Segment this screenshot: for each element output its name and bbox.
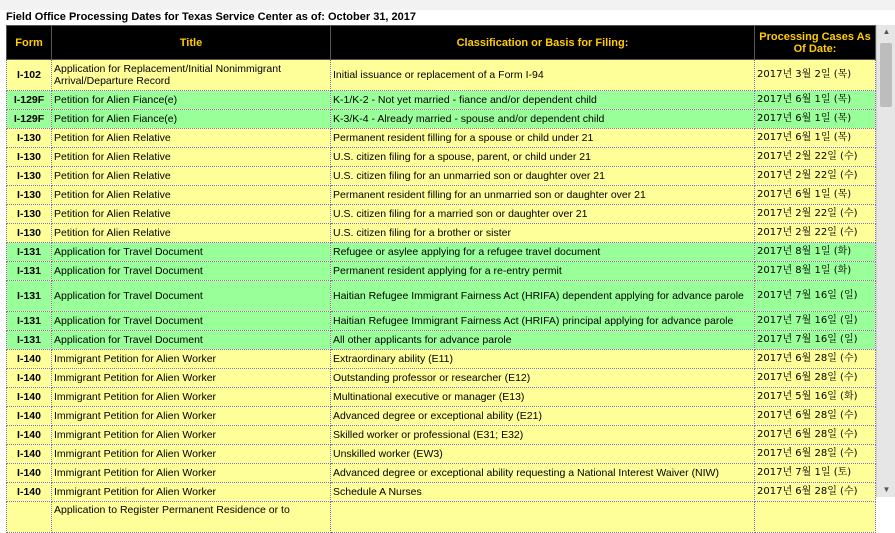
scrollbar-thumb[interactable] xyxy=(880,43,892,107)
date-cell: 2017년 6월 28일 (수) xyxy=(755,369,876,388)
title-cell: Petition for Alien Relative xyxy=(52,148,331,167)
page-title: Field Office Processing Dates for Texas Service Center as of: October 31, 2017 xyxy=(6,11,417,23)
date-cell: 2017년 6월 28일 (수) xyxy=(755,426,876,445)
classification-cell: All other applicants for advance parole xyxy=(331,331,755,350)
vertical-scrollbar[interactable] xyxy=(876,25,895,497)
table-row xyxy=(7,243,876,262)
classification-cell: Refugee or asylee applying for a refugee travel document xyxy=(331,243,755,262)
form-cell: I-129F xyxy=(7,110,52,129)
title-cell: Immigrant Petition for Alien Worker xyxy=(52,350,331,369)
classification-cell: U.S. citizen filing for a married son or daughter over 21 xyxy=(331,205,755,224)
classification-cell: K-3/K-4 - Already married - spouse and/or dependent child xyxy=(331,110,755,129)
title-cell: Immigrant Petition for Alien Worker xyxy=(52,445,331,464)
header-date: Processing Cases As Of Date: xyxy=(755,26,876,60)
form-cell: I-140 xyxy=(7,407,52,426)
classification-cell: Advanced degree or exceptional ability requesting a National Interest Waiver (NIW) xyxy=(331,464,755,483)
title-cell: Application for Travel Document xyxy=(52,331,331,350)
classification-cell: Skilled worker or professional (E31; E32) xyxy=(331,426,755,445)
date-cell: 2017년 2월 22일 (수) xyxy=(755,205,876,224)
date-cell xyxy=(755,502,876,533)
date-cell: 2017년 2월 22일 (수) xyxy=(755,148,876,167)
form-cell: I-140 xyxy=(7,464,52,483)
table-row xyxy=(7,312,876,331)
processing-dates-table xyxy=(6,25,876,533)
title-cell: Application for Replacement/Initial Nonimmigrant Arrival/Departure Record xyxy=(52,60,331,91)
table-row xyxy=(7,224,876,243)
form-cell: I-140 xyxy=(7,483,52,502)
table-row xyxy=(7,148,876,167)
form-cell xyxy=(7,502,52,533)
date-cell: 2017년 6월 1일 (목) xyxy=(755,91,876,110)
title-cell: Application for Travel Document xyxy=(52,243,331,262)
title-cell: Application for Travel Document xyxy=(52,281,331,312)
classification-cell: Multinational executive or manager (E13) xyxy=(331,388,755,407)
classification-cell: Schedule A Nurses xyxy=(331,483,755,502)
table-row xyxy=(7,110,876,129)
form-cell: I-140 xyxy=(7,445,52,464)
classification-cell: Unskilled worker (EW3) xyxy=(331,445,755,464)
header-title: Title xyxy=(52,26,331,60)
form-cell: I-140 xyxy=(7,369,52,388)
title-cell: Petition for Alien Relative xyxy=(52,205,331,224)
date-cell: 2017년 3월 2일 (목) xyxy=(755,60,876,91)
form-cell: I-102 xyxy=(7,60,52,91)
table-row xyxy=(7,91,876,110)
form-cell: I-130 xyxy=(7,129,52,148)
date-cell: 2017년 5월 16일 (화) xyxy=(755,388,876,407)
table-row xyxy=(7,426,876,445)
table-row xyxy=(7,464,876,483)
table-header-row xyxy=(7,26,876,60)
date-cell: 2017년 7월 16일 (일) xyxy=(755,331,876,350)
table-row xyxy=(7,331,876,350)
table-row xyxy=(7,60,876,91)
title-cell: Petition for Alien Fiance(e) xyxy=(52,91,331,110)
form-cell: I-131 xyxy=(7,281,52,312)
classification-cell: U.S. citizen filing for an unmarried son or daughter over 21 xyxy=(331,167,755,186)
form-cell: I-131 xyxy=(7,262,52,281)
date-cell: 2017년 6월 28일 (수) xyxy=(755,407,876,426)
classification-cell: Haitian Refugee Immigrant Fairness Act (HRIFA) dependent applying for advance parole xyxy=(331,281,755,312)
title-cell: Petition for Alien Relative xyxy=(52,224,331,243)
title-cell: Immigrant Petition for Alien Worker xyxy=(52,369,331,388)
table-row xyxy=(7,129,876,148)
title-cell: Application for Travel Document xyxy=(52,312,331,331)
form-cell: I-131 xyxy=(7,243,52,262)
classification-cell: Permanent resident filling for a spouse or child under 21 xyxy=(331,129,755,148)
table-row xyxy=(7,205,876,224)
date-cell: 2017년 6월 1일 (목) xyxy=(755,129,876,148)
table-row xyxy=(7,407,876,426)
title-cell: Immigrant Petition for Alien Worker xyxy=(52,388,331,407)
form-cell: I-140 xyxy=(7,426,52,445)
title-cell: Immigrant Petition for Alien Worker xyxy=(52,483,331,502)
date-cell: 2017년 6월 28일 (수) xyxy=(755,350,876,369)
form-cell: I-131 xyxy=(7,331,52,350)
date-cell: 2017년 6월 28일 (수) xyxy=(755,445,876,464)
date-cell: 2017년 6월 1일 (목) xyxy=(755,110,876,129)
scroll-down-arrow-icon[interactable]: ▼ xyxy=(882,485,891,494)
title-cell: Petition for Alien Relative xyxy=(52,167,331,186)
date-cell: 2017년 8월 1일 (화) xyxy=(755,262,876,281)
date-cell: 2017년 6월 1일 (목) xyxy=(755,186,876,205)
form-cell: I-130 xyxy=(7,186,52,205)
table-row xyxy=(7,483,876,502)
form-cell: I-129F xyxy=(7,91,52,110)
table-row xyxy=(7,262,876,281)
title-cell: Immigrant Petition for Alien Worker xyxy=(52,426,331,445)
form-cell: I-130 xyxy=(7,148,52,167)
table-row xyxy=(7,167,876,186)
classification-cell: K-1/K-2 - Not yet married - fiance and/or dependent child xyxy=(331,91,755,110)
table-row xyxy=(7,350,876,369)
title-cell: Application to Register Permanent Residence or to xyxy=(52,502,331,533)
header-form: Form xyxy=(7,26,52,60)
form-cell: I-140 xyxy=(7,350,52,369)
table-row xyxy=(7,369,876,388)
title-cell: Immigrant Petition for Alien Worker xyxy=(52,407,331,426)
browser-top-strip xyxy=(0,0,895,10)
classification-cell: Advanced degree or exceptional ability (E21) xyxy=(331,407,755,426)
title-cell: Application for Travel Document xyxy=(52,262,331,281)
classification-cell: Permanent resident applying for a re-entry permit xyxy=(331,262,755,281)
form-cell: I-140 xyxy=(7,388,52,407)
classification-cell: Initial issuance or replacement of a Form I-94 xyxy=(331,60,755,91)
form-cell: I-130 xyxy=(7,224,52,243)
title-cell: Petition for Alien Relative xyxy=(52,129,331,148)
date-cell: 2017년 2월 22일 (수) xyxy=(755,224,876,243)
table-row xyxy=(7,445,876,464)
table-body xyxy=(7,60,876,533)
form-cell: I-130 xyxy=(7,205,52,224)
date-cell: 2017년 7월 16일 (일) xyxy=(755,312,876,331)
classification-cell: U.S. citizen filing for a brother or sister xyxy=(331,224,755,243)
form-cell: I-130 xyxy=(7,167,52,186)
title-cell: Petition for Alien Relative xyxy=(52,186,331,205)
date-cell: 2017년 7월 1일 (토) xyxy=(755,464,876,483)
date-cell: 2017년 7월 16일 (일) xyxy=(755,281,876,312)
classification-cell: Haitian Refugee Immigrant Fairness Act (HRIFA) principal applying for advance parole xyxy=(331,312,755,331)
classification-cell: Extraordinary ability (E11) xyxy=(331,350,755,369)
scroll-up-arrow-icon[interactable]: ▲ xyxy=(882,27,891,36)
processing-dates-table-container xyxy=(6,25,875,533)
table-row xyxy=(7,502,876,533)
title-cell: Immigrant Petition for Alien Worker xyxy=(52,464,331,483)
classification-cell: U.S. citizen filing for a spouse, parent, or child under 21 xyxy=(331,148,755,167)
table-row xyxy=(7,186,876,205)
date-cell: 2017년 6월 28일 (수) xyxy=(755,483,876,502)
classification-cell: Outstanding professor or researcher (E12) xyxy=(331,369,755,388)
form-cell: I-131 xyxy=(7,312,52,331)
table-row xyxy=(7,281,876,312)
date-cell: 2017년 2월 22일 (수) xyxy=(755,167,876,186)
header-classification: Classification or Basis for Filing: xyxy=(331,26,755,60)
date-cell: 2017년 8월 1일 (화) xyxy=(755,243,876,262)
classification-cell: Permanent resident filling for an unmarried son or daughter over 21 xyxy=(331,186,755,205)
title-cell: Petition for Alien Fiance(e) xyxy=(52,110,331,129)
table-row xyxy=(7,388,876,407)
classification-cell xyxy=(331,502,755,533)
